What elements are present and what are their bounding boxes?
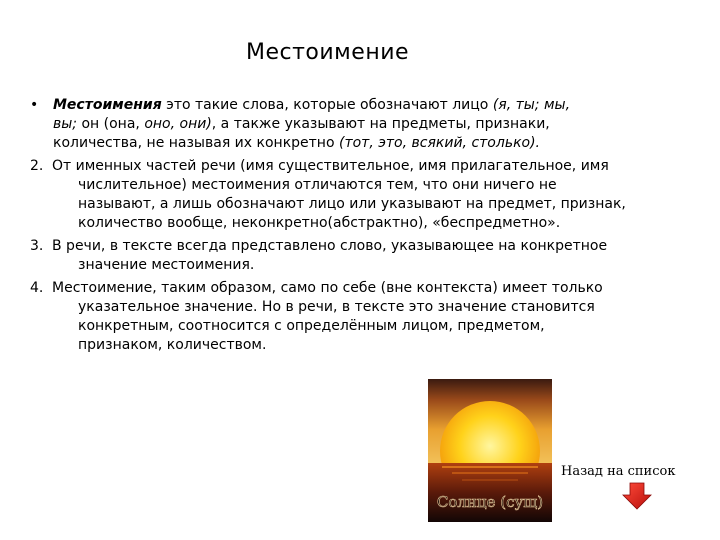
point-number: 4. [30,280,44,296]
numbered-point [30,237,630,275]
point-line: В речи, в тексте всегда представлено слово, указывающее на конкретное [52,238,608,254]
point-line: значение местоимения. [78,257,255,273]
point-line: Местоимение, таким образом, само по себе (вне контекста) имеет только [52,280,603,296]
italic-example: вы; [53,116,78,132]
picture-caption: Солнце (сущ) [436,493,544,511]
italic-example: (тот, это, всякий, столько). [338,135,541,151]
point-line: признаком, количеством. [78,337,267,353]
definition-line [53,134,630,153]
sunset-picture [428,379,552,522]
definition-text [53,96,630,153]
italic-example: (я, ты; мы, [492,97,571,113]
slide-body [30,96,630,359]
bullet-marker: • [30,97,39,113]
numbered-point [30,157,630,233]
point-number: 3. [30,238,44,254]
text-segment: это такие слова, которые обозначают лицо [161,97,493,113]
point-text [52,237,630,275]
text-segment: он (она, [77,116,145,132]
definition-line [53,96,630,115]
point-line: От именных частей речи (имя существительное, имя прилагательное, имя [52,158,609,174]
point-number: 2. [30,158,44,174]
point-line: количество вообще, неконкретно(абстрактно), «беспредметно». [78,215,561,231]
point-line: указательное значение. Но в речи, в тексте это значение становится [78,299,595,315]
italic-example: оно, они) [144,116,212,132]
definition-line [53,115,630,134]
text-segment: количества, не называя их конкретно [53,135,339,151]
down-arrow-icon[interactable] [622,482,652,510]
sunset-illustration [428,379,552,522]
back-to-list-link[interactable]: Назад на список [561,464,676,479]
point-text [52,157,630,233]
point-line: конкретным, соотносится с определённым лицом, предметом, [78,318,545,334]
slide-title: Местоимение [246,40,410,65]
text-segment: , а также указывают на предметы, признаки, [211,116,550,132]
definition-bullet [30,96,630,153]
numbered-point [30,279,630,355]
numbered-points [30,157,630,355]
point-line: называют, а лишь обозначают лицо или указывают на предмет, признак, [78,196,626,212]
point-text [52,279,630,355]
point-line: числительное) местоимения отличаются тем, что они ничего не [78,177,557,193]
italic-example: Местоимения [53,97,162,113]
